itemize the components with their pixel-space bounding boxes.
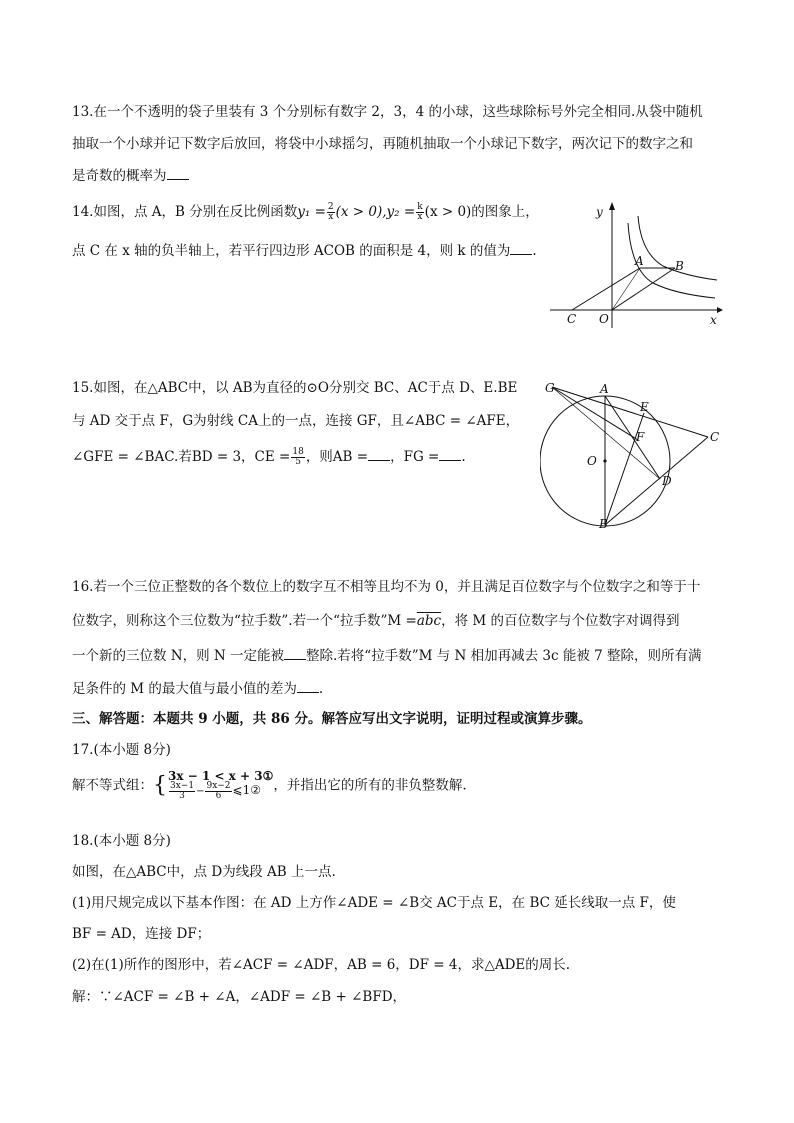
y1-condition: (x > 0), bbox=[335, 204, 387, 220]
denominator: x bbox=[328, 212, 334, 222]
label-g: G bbox=[545, 381, 555, 395]
fraction bbox=[291, 448, 304, 467]
y-arrow-icon bbox=[609, 202, 615, 210]
denominator: 6 bbox=[215, 791, 222, 801]
q14-text: 14.如图，点 A，B 分别在反比例函数 bbox=[72, 204, 298, 220]
q16-text: 整除.若将“拉手数”M 与 N 相加再减去 3c 能被 7 整除，则所有满 bbox=[306, 648, 702, 664]
x-arrow-icon bbox=[717, 307, 723, 313]
label-b: B bbox=[675, 259, 684, 273]
answer-blank[interactable] bbox=[510, 240, 532, 255]
denominator: 3 bbox=[179, 791, 185, 801]
abc-overline: $\overline{abc}$ bbox=[416, 613, 442, 629]
label-d: D bbox=[662, 474, 672, 488]
label-a: A bbox=[635, 254, 644, 268]
label-a: A bbox=[600, 382, 609, 396]
q18-head: 18.(本小题 8分) bbox=[72, 833, 171, 849]
q16-text: ，将 M 的百位数字与个位数字对调得到 bbox=[441, 613, 680, 629]
q15-text: ∠GFE = ∠BAC.若BD = 3，CE = bbox=[72, 449, 291, 465]
numerator: k bbox=[417, 202, 423, 212]
q15-line3 bbox=[72, 446, 466, 467]
q18-line4: (2)在(1)所作的图形中，若∠ACF = ∠ADF，AB = 6，DF = 4，求△ADE的周长. bbox=[72, 957, 571, 973]
y1-label: y₁ = bbox=[297, 204, 326, 220]
label-e: E bbox=[640, 400, 649, 414]
fraction bbox=[327, 203, 335, 222]
q16-text: 一个新的三位数 N，则 N 一定能被 bbox=[72, 648, 284, 664]
q18-line5: 解：∵∠ACF = ∠B + ∠A，∠ADF = ∠B + ∠BFD， bbox=[72, 989, 407, 1005]
segment-gc bbox=[552, 387, 708, 437]
label-c: C bbox=[710, 430, 720, 444]
q18-line1: 如图，在△ABC中，点 D为线段 AB 上一点. bbox=[72, 864, 336, 880]
q15-text: ，则AB = bbox=[305, 449, 369, 465]
fraction bbox=[169, 782, 195, 801]
segment-ca bbox=[572, 268, 640, 310]
q17-body bbox=[72, 770, 467, 801]
q16-text: 足条件的 M 的最大值与最小值的差为 bbox=[72, 681, 297, 697]
q18-line2: (1)用尺规完成以下基本作图：在 AD 上方作∠ADE = ∠B交 AC于点 E，在 BC 延长线取一点 F，使 bbox=[72, 895, 676, 911]
answer-blank[interactable] bbox=[284, 645, 306, 660]
q17-text: ，并指出它的所有的非负整数解. bbox=[273, 777, 467, 794]
denominator: x bbox=[417, 212, 423, 222]
answer-blank[interactable] bbox=[167, 165, 189, 180]
q14-text: 点 C 在 x 轴的负半轴上，若平行四边形 ACOB 的面积是 4，则 k 的值为 bbox=[72, 243, 511, 259]
q15-figure bbox=[540, 375, 730, 535]
q17-head: 17.(本小题 8分) bbox=[72, 742, 171, 758]
numerator: 9x−2 bbox=[206, 781, 231, 791]
segment-ad bbox=[605, 396, 660, 479]
fraction bbox=[205, 782, 231, 801]
segment-gf bbox=[552, 387, 638, 440]
section-heading: 三、解答题：本题共 9 小题，共 86 分。解答应写出文字说明，证明过程或演算步骤。 bbox=[72, 711, 592, 727]
segment-oa bbox=[612, 268, 640, 310]
inequality-system bbox=[168, 770, 273, 801]
label-o: O bbox=[587, 454, 597, 468]
q13-text: 是奇数的概率为 bbox=[72, 168, 167, 184]
denominator: 5 bbox=[295, 457, 301, 467]
inequality-1: 3x − 1 < x + 3① bbox=[168, 769, 274, 783]
label-x: x bbox=[710, 313, 717, 327]
q16-line4 bbox=[72, 678, 323, 699]
center-dot bbox=[603, 459, 606, 462]
y2-label: y₂ = bbox=[386, 204, 416, 220]
answer-blank[interactable] bbox=[368, 446, 390, 461]
answer-blank[interactable] bbox=[297, 678, 319, 693]
q16-text: . bbox=[318, 681, 324, 697]
minus: − bbox=[196, 786, 205, 797]
fraction bbox=[416, 203, 423, 222]
q16-line2 bbox=[72, 611, 680, 631]
numerator: 2 bbox=[327, 202, 334, 212]
q13-line2: 抽取一个小球并记下数字后放回，将袋中小球摇匀，再随机抽取一个小球记下数字，两次记下的数字之和 bbox=[72, 136, 693, 152]
label-f: F bbox=[636, 430, 645, 444]
q13-line1: 13.在一个不透明的袋子里装有 3 个分别标有数字 2，3，4 的小球，这些球除标号外完全相同.从袋中随机 bbox=[72, 104, 703, 120]
label-b: B bbox=[599, 517, 608, 531]
q14-line1 bbox=[72, 202, 539, 222]
q14-figure bbox=[545, 198, 725, 333]
q15-line2: 与 AD 交于点 F，G为射线 CA上的一点，连接 GF，且∠ABC = ∠AFE， bbox=[72, 413, 520, 429]
q17-text: 解不等式组： bbox=[72, 777, 153, 794]
label-c: C bbox=[567, 312, 577, 326]
label-o: O bbox=[599, 312, 609, 326]
answer-blank[interactable] bbox=[439, 446, 461, 461]
numerator: 18 bbox=[292, 447, 304, 457]
numerator: 3x−1 bbox=[170, 781, 195, 791]
q16-line3 bbox=[72, 645, 702, 666]
q14-line2: 点 C 在 x 轴的负半轴上，若平行四边形 ACOB 的面积是 4，则 k 的值为 . bbox=[72, 240, 537, 261]
q15-line1: 15.如图，在△ABC中，以 AB为直径的⊙O分别交 BC、AC于点 D、E.BE bbox=[72, 380, 518, 396]
q16-line1: 16.若一个三位正整数的各个数位上的数字互不相等且均不为 0，并且满足百位数字与个位数字之和等于十 bbox=[72, 579, 701, 595]
q15-text: . bbox=[461, 449, 466, 465]
q15-text: ，FG = bbox=[390, 449, 440, 465]
q16-text: 位数字，则称这个三位数为“拉手数”.若一个“拉手数”M = bbox=[72, 613, 417, 629]
q18-line3: BF = AD，连接 DF； bbox=[72, 926, 211, 942]
y2-condition: (x > 0)的图象上， bbox=[424, 204, 539, 220]
inequality-2 bbox=[168, 782, 273, 801]
label-y: y bbox=[596, 205, 603, 219]
brace-icon: { bbox=[153, 772, 167, 798]
q13-line3 bbox=[72, 165, 189, 186]
inequality-2-tail: ⩽1② bbox=[232, 783, 261, 797]
